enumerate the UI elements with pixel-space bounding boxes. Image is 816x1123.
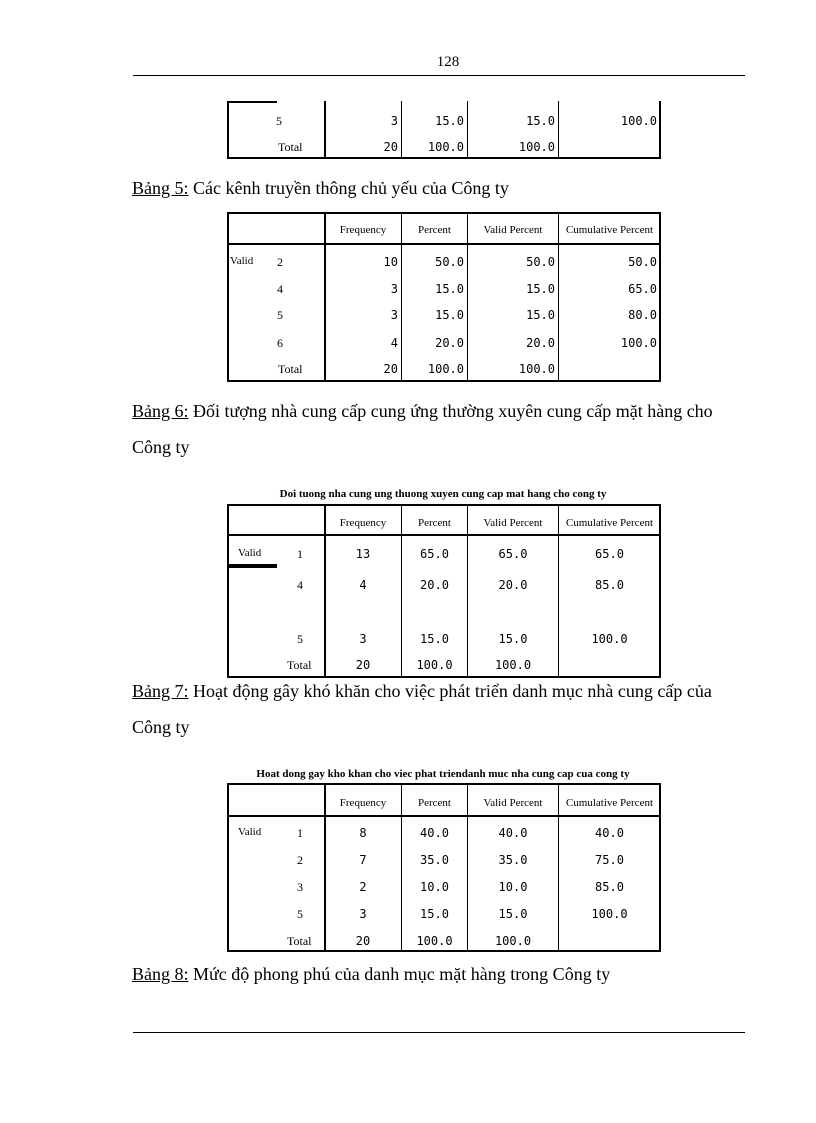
row-value: 2 [277,255,283,269]
row-percent: 100.0 [427,140,464,154]
header-percent: Percent [418,797,451,809]
header-row-divider [227,815,661,817]
caption-text: Hoạt động gây khó khăn cho việc phát triển danh mục nhà cung cấp của Công ty [132,681,712,737]
row-cumulative: 85.0 [595,578,624,592]
caption-table-6 [132,393,752,465]
row-cumulative: 75.0 [595,853,624,867]
table-title: Hoat dong gay kho khan cho viec phat triendanh muc nha cung cap cua cong ty [256,768,630,780]
row-frequency: 8 [359,826,367,840]
row-valid-percent: 50.0 [526,255,555,269]
caption-label: Bảng 7: [132,681,189,701]
table-border-bottom [227,157,661,159]
col-divider [401,783,402,952]
row-cumulative: 100.0 [620,114,657,128]
caption-label: Bảng 5: [132,178,189,198]
header-percent: Percent [418,517,451,529]
row-cumulative: 50.0 [628,255,657,269]
row-valid-percent: 100.0 [518,140,555,154]
row-percent: 50.0 [435,255,464,269]
header-valid-percent: Valid Percent [483,224,543,236]
table-border-left [227,101,229,159]
row-percent: 20.0 [435,336,464,350]
valid-marker [229,564,277,568]
row-value: 5 [297,632,303,646]
group-label: Valid [238,547,262,559]
row-cumulative: 65.0 [628,282,657,296]
row-cumulative: 85.0 [595,880,624,894]
col-divider [558,101,559,159]
row-frequency: 20 [355,934,371,948]
col-divider [467,783,468,952]
row-value: Total [278,140,303,154]
row-value: Total [287,658,312,672]
row-percent: 100.0 [427,362,464,376]
caption-text: Đối tượng nhà cung cấp cung ứng thường xuyên cung cấp mặt hàng cho Công ty [132,401,713,457]
caption-label: Bảng 6: [132,401,189,421]
row-cumulative: 40.0 [595,826,624,840]
col-divider [467,101,468,159]
col-divider [467,504,468,678]
row-cumulative: 100.0 [591,632,628,646]
row-valid-percent: 65.0 [498,547,528,561]
caption-text: Mức độ phong phú của danh mục mặt hàng trong Công ty [188,964,611,984]
row-valid-percent: 35.0 [498,853,528,867]
row-valid-percent: 20.0 [526,336,555,350]
col-divider [401,212,402,382]
header-frequency: Frequency [339,797,387,809]
row-percent: 15.0 [420,907,449,921]
row-frequency: 3 [390,308,398,322]
header-cumulative-percent: Cumulative Percent [565,797,654,809]
row-percent: 15.0 [435,282,464,296]
header-frequency: Frequency [339,224,387,236]
row-frequency: 4 [359,578,367,592]
header-frequency: Frequency [339,517,387,529]
header-cumulative-percent: Cumulative Percent [565,224,654,236]
row-frequency: 3 [359,907,367,921]
col-divider [467,212,468,382]
caption-table-7 [132,673,752,745]
row-value: 5 [276,114,282,128]
row-valid-percent: 20.0 [498,578,528,592]
header-cumulative-percent: Cumulative Percent [565,517,654,529]
row-value: 5 [297,907,303,921]
row-percent: 20.0 [420,578,449,592]
row-valid-percent: 15.0 [498,632,528,646]
col-divider [324,212,326,382]
row-cumulative: 80.0 [628,308,657,322]
row-frequency: 20 [383,140,398,154]
row-value: 5 [277,308,283,322]
row-percent: 15.0 [435,308,464,322]
row-valid-percent: 15.0 [526,282,555,296]
col-divider [558,783,559,952]
row-percent: 35.0 [420,853,449,867]
header-valid-percent: Valid Percent [483,517,543,529]
row-percent: 100.0 [416,934,453,948]
header-row-divider [227,243,661,245]
row-frequency: 20 [355,658,371,672]
header-rule [133,75,745,76]
row-frequency: 4 [390,336,398,350]
caption-label: Bảng 8: [132,964,189,984]
row-valid-percent: 100.0 [494,934,532,948]
col-divider [558,504,559,678]
row-percent: 40.0 [420,826,449,840]
row-frequency: 3 [390,282,398,296]
row-value: 4 [277,282,283,296]
row-value: 3 [297,880,303,894]
group-label: Valid [230,255,254,267]
row-percent: 10.0 [420,880,449,894]
row-frequency: 2 [359,880,367,894]
row-valid-percent: 100.0 [494,658,532,672]
col-divider [401,101,402,159]
row-valid-percent: 15.0 [526,114,555,128]
caption-table-5 [132,170,752,206]
row-value: 2 [297,853,303,867]
caption-table-8 [132,956,752,992]
row-cumulative: 65.0 [595,547,624,561]
row-cumulative: 100.0 [620,336,657,350]
row-value: Total [287,934,312,948]
header-valid-percent: Valid Percent [483,797,543,809]
header-percent: Percent [418,224,451,236]
row-valid-percent: 100.0 [518,362,555,376]
row-valid-percent: 15.0 [498,907,528,921]
row-percent: 15.0 [420,632,449,646]
col-divider [558,212,559,382]
row-cumulative: 100.0 [591,907,628,921]
row-frequency: 13 [355,547,371,561]
table-title: Doi tuong nha cung ung thuong xuyen cung cap mat hang cho cong ty [279,488,607,500]
row-value: 1 [297,547,303,561]
row-valid-percent: 10.0 [498,880,528,894]
page-number: 128 [436,54,460,70]
row-frequency: 3 [359,632,367,646]
table-border-right [659,101,661,159]
row-value: 1 [297,826,303,840]
row-valid-percent: 40.0 [498,826,528,840]
row-percent: 100.0 [416,658,453,672]
row-frequency: 20 [383,362,398,376]
footer-rule [133,1032,745,1033]
row-value: 6 [277,336,283,350]
col-divider [401,504,402,678]
table-stub-top [227,101,277,103]
row-frequency: 3 [390,114,398,128]
group-label: Valid [238,826,262,838]
caption-text: Các kênh truyền thông chủ yếu của Công ty [188,178,509,198]
row-frequency: 10 [383,255,398,269]
row-value: Total [278,362,303,376]
row-valid-percent: 15.0 [526,308,555,322]
row-value: 4 [297,578,303,592]
row-frequency: 7 [359,853,367,867]
table-frame [227,212,661,382]
row-percent: 15.0 [435,114,464,128]
header-row-divider [227,534,661,536]
row-percent: 65.0 [420,547,449,561]
